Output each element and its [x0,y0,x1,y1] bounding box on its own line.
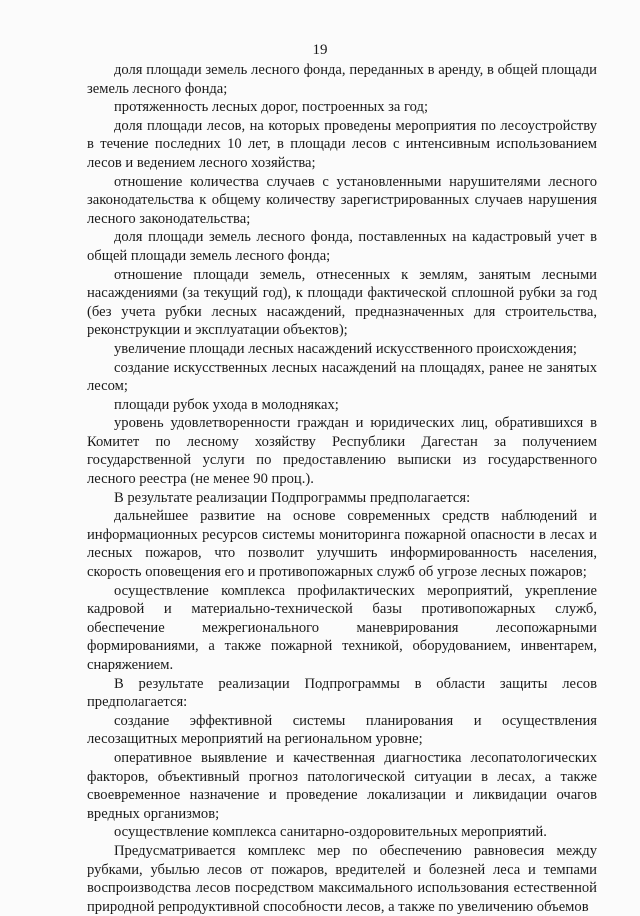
paragraph: протяженность лесных дорог, построенных за год; [114,99,429,116]
paragraph: увеличение площади лесных насаждений искусственного происхождения; [114,340,577,357]
paragraph: осуществление комплекса профилактических мероприятий, укрепление кадровой и материально-технической базы противопожарных служб, обеспечение межрегионального маневрирования лесопожарными формированиями, а также пожарной техникой, оборудованием, инвентарем, снаряжением. [87,582,597,673]
page-number: 19 [312,42,328,58]
paragraph: создание искусственных лесных насаждений на площадях, ранее не занятых лесом; [87,359,597,395]
paragraph: оперативное выявление и качественная диагностика лесопатологических факторов, объективный прогноз патологической ситуации в лесах, а также своевременное назначение и проведение локализации и ликвидации очагов вредных организмов; [87,749,597,822]
paragraph: Предусматривается комплекс мер по обеспечению равновесия между рубками, убылью лесов от пожаров, вредителей и болезней леса и темпами воспроизводства лесов посредством максимального использования естественной природной репродуктивной способности лесов, а также по увеличению объемов [87,842,597,915]
paragraph: площади рубок ухода в молодняках; [114,396,339,413]
paragraph: дальнейшее развитие на основе современных средств наблюдений и информационных ресурсов системы мониторинга пожарной опасности в лесах и лесных пожаров, что позволит улучшить информированность населения, скорость оповещения его и противопожарных служб об угрозе лесных пожаров; [87,508,597,581]
paragraph: отношение количества случаев с установленными нарушителями лесного законодательства к общему количеству зарегистрированных случаев нарушения лесного законодательства; [87,173,597,227]
document-body [87,61,597,916]
paragraph: доля площади земель лесного фонда, поставленных на кадастровый учет в общей площади земель лесного фонда; [87,229,597,264]
paragraph: доля площади земель лесного фонда, переданных в аренду, в общей площади земель лесного фонда; [87,62,597,97]
paragraph: создание эффективной системы планирования и осуществления лесозащитных мероприятий на региональном уровне; [87,712,597,748]
paragraph: уровень удовлетворенности граждан и юридических лиц, обратившихся в Комитет по лесному хозяйству Республики Дагестан за получением государственной услуги по предоставлению выписки из государственного лесного реестра (не менее 90 проц.). [87,415,597,488]
paragraph: осуществление комплекса санитарно-оздоровительных мероприятий. [114,824,547,841]
paragraph: В результате реализации Подпрограммы в области защиты лесов предполагается: [87,675,597,711]
paragraph: доля площади лесов, на которых проведены мероприятия по лесоустройству в течение последних 10 лет, в площади лесов с интенсивным использованием лесов и ведением лесного хозяйства; [87,117,597,171]
paragraph: В результате реализации Подпрограммы предполагается: [114,489,471,506]
paragraph: отношение площади земель, отнесенных к землям, занятым лесными насаждениями (за текущий год), к площади фактической сплошной рубки за год (без учета рубки лесных насаждений, предназначенных для строительства, реконструкции и эксплуатации объектов); [87,266,597,339]
